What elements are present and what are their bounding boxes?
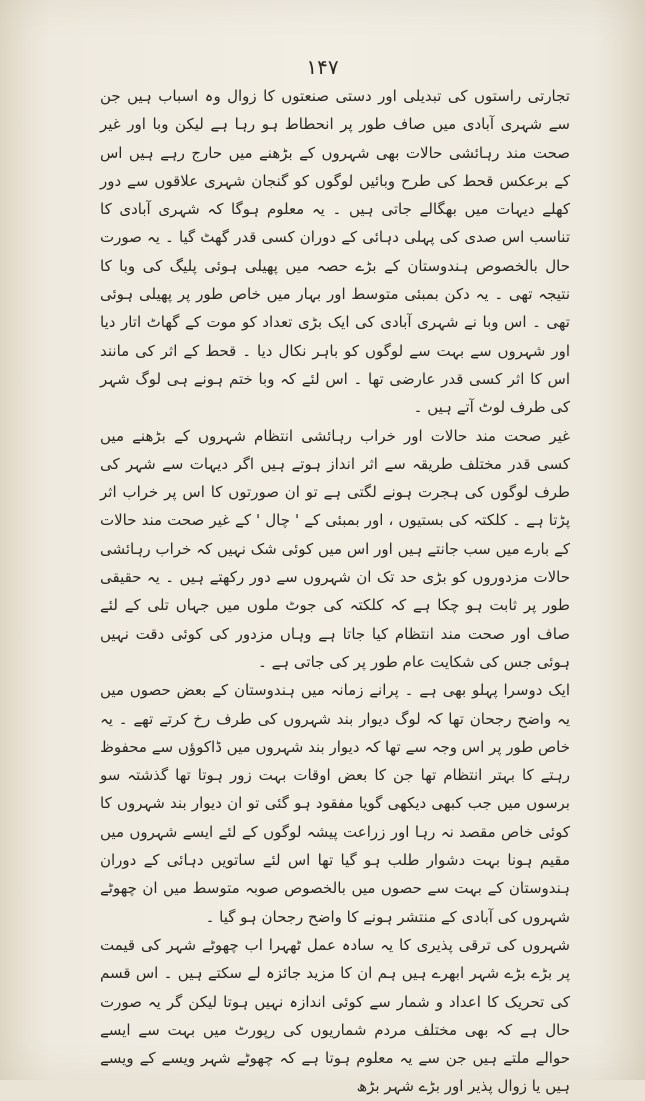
paragraph-1: تجارتی راستوں کی تبدیلی اور دستی صنعتوں کا زوال وہ اسباب ہیں جن سے شہری آبادی میں صاف طور پر انحطاط ہو رہا ہے لیکن وبا اور غیر صحت مند رہائشی حالات بھی شہروں کے بڑھنے میں حارج رہے ہیں اس کے برعکس قحط کی طرح وبائیں لوگوں کو گنجان شہری علاقوں سے دور کھلے دیہات میں بھگالے جاتی ہیں ۔ یہ معلوم ہوگا کہ شہری آبادی کا تناسب اس صدی کی پہلی دہائی کے دوران کسی قدر گھٹ گیا ۔ یہ صورت حال بالخصوص ہندوستان کے بڑے حصہ میں پھیلی ہوئی پلیگ کی وبا کا نتیجہ تھی ۔ یہ دکن بمبئی متوسط اور بہار میں خاص طور پر پھیلی ہوئی تھی ۔ اس وبا نے شہری آبادی کی ایک بڑی تعداد کو موت کے گھاٹ اتار دیا اور شہروں سے بہت سے لوگوں کو باہر نکال دیا ۔ قحط کے اثر کی مانند اس کا اثر کسی قدر عارضی تھا ۔ اس لئے کہ وبا ختم ہونے ہی لوگ شہر کی طرف لوٹ آتے ہیں ۔ — [100, 87, 570, 417]
paragraph-4: شہروں کی ترقی پذیری کا یہ سادہ عمل ٹھہرا اب چھوٹے شہر کی قیمت پر بڑے بڑے شہر ابھرے ہیں ہم ان کا مزید جائزہ لے سکتے ہیں ۔ اس قسم کی تحریک کا اعداد و شمار سے کوئی اندازہ نہیں ہوتا لیکن گر یہ صورت حال ہے کہ بھی مختلف مردم شماریوں کی رپورٹ میں بہت سے ایسے حوالے ملتے ہیں جن سے یہ معلوم ہوتا ہے کہ چھوٹے شہر ویسے کے ویسے ہیں یا زوال پذیر اور بڑے شہر بڑھ — [100, 935, 570, 1096]
page-body-text — [100, 82, 570, 1101]
page-number: ۱۴۷ — [306, 55, 339, 79]
paragraph-3: ایک دوسرا پہلو بھی ہے ۔ پرانے زمانہ میں ہندوستان کے بعض حصوں میں یہ واضح رجحان تھا کہ لوگ دیوار بند شہروں کی طرف رخ کرتے تھے ۔ یہ خاص طور پر اس وجہ سے تھا کہ دیوار بند شہروں میں ڈاکوؤں سے محفوظ رہتے کا بہتر انتظام تھا جن کا بعض اوقات بہت زور ہوتا تھا گذشتہ سو برسوں میں جب کبھی دیکھی گویا مفقود ہو گئی تو ان دیوار بند شہروں کا کوئی خاص مقصد نہ رہا اور زراعت پیشہ لوگوں کے لئے ایسے شہروں میں مقیم ہونا بہت دشوار طلب ہو گیا تھا اس لئے ساتویں دہائی کے دوران ہندوستان کے بہت سے حصوں میں بالخصوص صوبہ متوسط میں ان چھوٹے شہروں کی آبادی کے منتشر ہونے کا واضح رجحان ہو گیا ۔ — [100, 681, 570, 926]
paragraph-2: غیر صحت مند حالات اور خراب رہائشی انتظام شہروں کے بڑھنے میں کسی قدر مختلف طریقہ سے اثر انداز ہوتے ہیں اگر دیہات سے شہر کی طرف لوگوں کی ہجرت ہونے لگتی ہے تو ان صورتوں کا اس پر خراب اثر پڑتا ہے ۔ کلکتہ کی بستیوں ، اور بمبئی کے ' چال ' کے غیر صحت مند حالات کے بارے میں سب جانتے ہیں اور اس میں کوئی شک نہیں کہ خراب رہائشی حالات مزدوروں کو بڑی حد تک ان شہروں سے دور رکھتے ہیں ۔ یہ حقیقی طور پر ثابت ہو چکا ہے کہ کلکتہ کی جوٹ ملوں میں جہاں تلی کے لئے صاف اور صحت مند انتظام کیا جاتا ہے وہاں مزدور کی کوئی دقت نہیں ہوئی جس کی شکایت عام طور پر کی جاتی ہے ۔ — [100, 426, 570, 671]
